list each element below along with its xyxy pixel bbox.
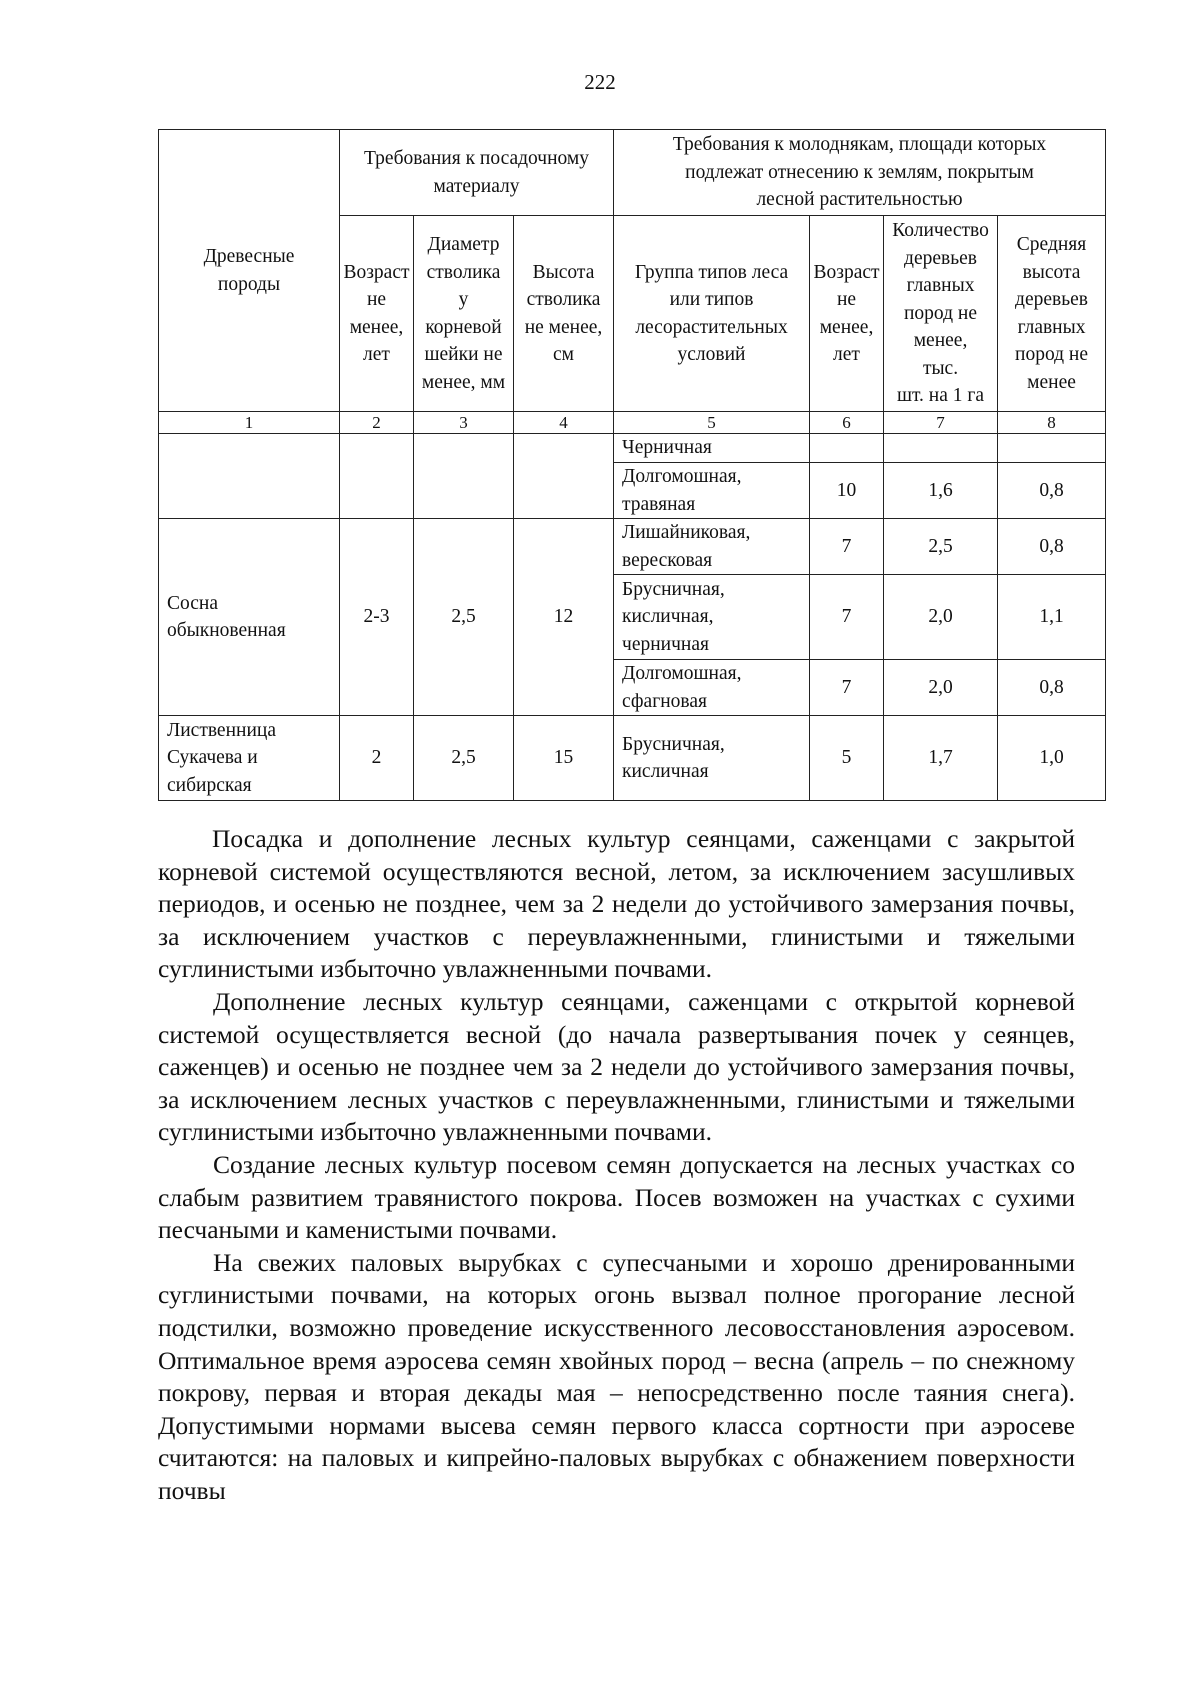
height-cell: 1,0	[998, 716, 1106, 801]
count-cell: 1,7	[884, 716, 998, 801]
header-planting-material: Требования к посадочному материалу	[340, 130, 614, 216]
header-species: Древесные породы	[159, 130, 340, 412]
diameter-cell: 2,5	[414, 519, 514, 716]
count-cell: 2,0	[884, 575, 998, 660]
count-cell: 2,0	[884, 660, 998, 716]
count-cell	[884, 434, 998, 463]
age-cell: 5	[810, 716, 884, 801]
header-age-young: Возраст не менее, лет	[810, 216, 884, 412]
age-cell: 7	[810, 519, 884, 575]
age-planting-cell: 2	[340, 716, 414, 801]
paragraph: Посадка и дополнение лесных культур сеянцами, саженцами с закрытой корневой системой осуществляются весной, летом, за исключением засушливых периодов, и осенью не позднее, чем за 2 недели до устойчивого замерзания почвы, за исключением участков с переувлажненными, глинистыми и тяжелыми суглинистыми избыточно увлажненными почвами.	[158, 824, 1075, 984]
stem-height-cell: 15	[514, 716, 614, 801]
paragraph: На свежих паловых вырубках с супесчаными и хорошо дренированными суглинистыми почвами, на которых огонь вызвал полное прогорание лесной подстилки, возможно проведение искусственного лесовосстановления аэросевом. Оптимальное время аэросева семян хвойных пород – весна (апрель – по снежному покрову, первая и вторая декады мая – непосредственно после таяния снега). Допустимыми нормами высева семян первого класса сортности при аэросеве считаются: на паловых и кипрейно-паловых вырубках с обнажением поверхности почвы	[158, 1247, 1075, 1505]
table-row	[159, 434, 1106, 463]
column-number: 5	[614, 412, 810, 434]
age-cell	[810, 434, 884, 463]
species-cell: Сосна обыкновенная	[159, 519, 340, 716]
empty-cell	[340, 434, 414, 519]
height-cell: 0,8	[998, 519, 1106, 575]
table-row	[159, 519, 1106, 575]
paragraph: Дополнение лесных культур сеянцами, саженцами с открытой корневой системой осуществляется весной (до начала развертывания почек у сеянцев, саженцев) и осенью не позднее чем за 2 недели до устойчивого замерзания почвы, за исключением лесных участков с переувлажненными, глинистыми и тяжелыми суглинистыми избыточно увлажненными почвами.	[158, 986, 1075, 1147]
height-cell: 1,1	[998, 575, 1106, 660]
column-number-row	[159, 412, 1106, 434]
column-number: 1	[159, 412, 340, 434]
stem-height-cell: 12	[514, 519, 614, 716]
header-tree-count: Количество деревьев главных пород не менее, тыс. шт. на 1 га	[884, 216, 998, 412]
diameter-cell: 2,5	[414, 716, 514, 801]
column-number: 6	[810, 412, 884, 434]
age-cell: 10	[810, 463, 884, 519]
forest-type-cell: Черничная	[614, 434, 810, 463]
header-height: Высота стволика не менее, см	[514, 216, 614, 412]
count-cell: 1,6	[884, 463, 998, 519]
column-number: 3	[414, 412, 514, 434]
column-number: 8	[998, 412, 1106, 434]
paragraph: Создание лесных культур посевом семян допускается на лесных участках со слабым развитием травянистого покрова. Посев возможен на участках с сухими песчаными и каменистыми почвами.	[158, 1149, 1075, 1245]
height-cell: 0,8	[998, 660, 1106, 716]
header-age-planting: Возраст не менее, лет	[340, 216, 414, 412]
page-number: 222	[584, 70, 616, 94]
height-cell: 0,8	[998, 463, 1106, 519]
forest-type-cell: Долгомошная, сфагновая	[614, 660, 810, 716]
forest-type-cell: Долгомошная, травяная	[614, 463, 810, 519]
forest-type-cell: Лишайниковая, вересковая	[614, 519, 810, 575]
header-forest-type: Группа типов леса или типов лесорастительных условий	[614, 216, 810, 412]
empty-cell	[159, 434, 340, 519]
header-diameter: Диаметр стволика у корневой шейки не менее, мм	[414, 216, 514, 412]
column-number: 4	[514, 412, 614, 434]
height-cell	[998, 434, 1106, 463]
requirements-table	[158, 129, 1106, 801]
count-cell: 2,5	[884, 519, 998, 575]
age-cell: 7	[810, 575, 884, 660]
column-number: 2	[340, 412, 414, 434]
column-number: 7	[884, 412, 998, 434]
species-cell: Лиственница Сукачева и сибирская	[159, 716, 340, 801]
table-row	[159, 716, 1106, 801]
age-cell: 7	[810, 660, 884, 716]
age-planting-cell: 2-3	[340, 519, 414, 716]
empty-cell	[414, 434, 514, 519]
empty-cell	[514, 434, 614, 519]
header-average-height: Средняя высота деревьев главных пород не менее	[998, 216, 1106, 412]
header-young-stands: Требования к молоднякам, площади которых подлежат отнесению к землям, покрытым лесной растительностью	[614, 130, 1106, 216]
forest-type-cell: Брусничная, кисличная	[614, 716, 810, 801]
body-text	[158, 823, 1075, 1507]
forest-type-cell: Брусничная, кисличная, черничная	[614, 575, 810, 660]
